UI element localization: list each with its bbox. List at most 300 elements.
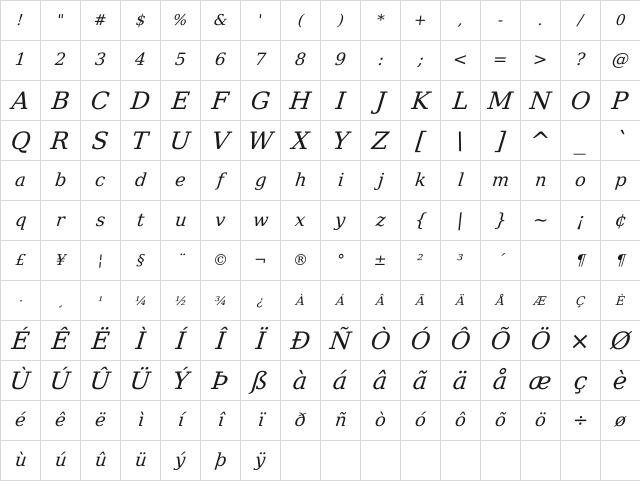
glyph-cell[interactable] (281, 161, 321, 201)
glyph-cell[interactable] (601, 361, 640, 401)
glyph-cell[interactable] (601, 241, 640, 281)
glyph-cell-empty[interactable] (601, 441, 640, 481)
glyph-cell[interactable] (401, 201, 441, 241)
glyph-cell[interactable] (121, 1, 161, 41)
glyph-character: Ñ (328, 326, 353, 355)
glyph-character: ú (53, 449, 68, 471)
glyph-cell[interactable] (361, 41, 401, 81)
glyph-cell[interactable] (521, 121, 561, 161)
glyph-cell[interactable] (561, 241, 601, 281)
glyph-character: m (490, 169, 511, 191)
glyph-cell[interactable] (361, 401, 401, 441)
glyph-character: ì (136, 409, 145, 431)
glyph-cell[interactable] (401, 121, 441, 161)
glyph-cell[interactable] (561, 281, 601, 321)
glyph-cell-empty[interactable] (281, 441, 321, 481)
glyph-character: Ü (128, 366, 153, 395)
glyph-cell[interactable] (401, 281, 441, 321)
glyph-cell[interactable] (601, 281, 640, 321)
glyph-character: Ã (415, 293, 426, 308)
glyph-cell[interactable] (401, 161, 441, 201)
glyph-cell[interactable] (41, 241, 81, 281)
glyph-cell[interactable] (601, 401, 640, 441)
glyph-cell[interactable] (161, 241, 201, 281)
glyph-cell[interactable] (361, 321, 401, 361)
glyph-cell[interactable] (121, 121, 161, 161)
glyph-cell[interactable] (241, 241, 281, 281)
glyph-cell[interactable] (201, 321, 241, 361)
glyph-cell[interactable] (121, 281, 161, 321)
glyph-cell[interactable] (41, 441, 81, 481)
glyph-cell[interactable] (441, 161, 481, 201)
glyph-character: E (170, 86, 191, 115)
glyph-cell[interactable] (361, 161, 401, 201)
glyph-cell[interactable] (481, 121, 521, 161)
glyph-character: : (376, 50, 385, 70)
glyph-character: ¹ (97, 293, 104, 308)
glyph-character: è (611, 366, 630, 395)
glyph-cell[interactable] (281, 201, 321, 241)
glyph-cell[interactable] (161, 441, 201, 481)
glyph-character: ` (613, 126, 628, 155)
glyph-character: P (610, 86, 631, 115)
glyph-cell[interactable] (281, 1, 321, 41)
glyph-cell[interactable] (481, 361, 521, 401)
glyph-cell[interactable] (201, 201, 241, 241)
glyph-cell[interactable] (161, 201, 201, 241)
glyph-character: * (375, 11, 386, 29)
glyph-cell[interactable] (561, 161, 601, 201)
glyph-cell[interactable] (441, 121, 481, 161)
glyph-cell[interactable] (281, 321, 321, 361)
glyph-character: J (374, 86, 387, 115)
glyph-cell[interactable] (161, 81, 201, 121)
glyph-cell[interactable] (401, 361, 441, 401)
glyph-cell[interactable] (601, 321, 640, 361)
glyph-cell[interactable] (321, 201, 361, 241)
glyph-cell[interactable] (441, 41, 481, 81)
glyph-cell[interactable] (481, 81, 521, 121)
glyph-cell[interactable] (1, 1, 41, 41)
glyph-character: # (93, 11, 108, 29)
glyph-character: å (491, 366, 510, 395)
glyph-cell[interactable] (121, 81, 161, 121)
glyph-cell-empty[interactable] (521, 241, 561, 281)
glyph-character: ( (296, 11, 305, 29)
glyph-cell[interactable] (321, 81, 361, 121)
glyph-character: Ö (529, 326, 552, 355)
glyph-cell[interactable] (241, 361, 281, 401)
glyph-character: + (413, 11, 428, 29)
glyph-character: l (456, 169, 465, 191)
glyph-cell[interactable] (281, 41, 321, 81)
glyph-cell[interactable] (521, 281, 561, 321)
glyph-cell[interactable] (121, 161, 161, 201)
glyph-cell[interactable] (281, 81, 321, 121)
glyph-character: æ (527, 366, 554, 395)
glyph-character: ð (294, 409, 308, 431)
glyph-character: [ (414, 126, 427, 155)
glyph-cell[interactable] (81, 81, 121, 121)
glyph-cell[interactable] (401, 241, 441, 281)
glyph-cell[interactable] (161, 401, 201, 441)
glyph-cell[interactable] (201, 361, 241, 401)
glyph-cell[interactable] (201, 401, 241, 441)
glyph-cell-empty[interactable] (401, 441, 441, 481)
glyph-cell[interactable] (601, 41, 640, 81)
glyph-cell[interactable] (241, 401, 281, 441)
glyph-cell[interactable] (121, 321, 161, 361)
glyph-character: , (457, 11, 464, 29)
glyph-cell[interactable] (1, 81, 41, 121)
glyph-cell[interactable] (521, 1, 561, 41)
glyph-cell[interactable] (481, 321, 521, 361)
glyph-character: Z (370, 126, 391, 155)
glyph-cell[interactable] (161, 361, 201, 401)
glyph-cell[interactable] (601, 161, 640, 201)
glyph-cell[interactable] (521, 161, 561, 201)
glyph-character: ' (257, 11, 264, 29)
glyph-character: a (14, 169, 28, 191)
glyph-character: @ (611, 50, 631, 70)
glyph-cell-empty[interactable] (321, 441, 361, 481)
glyph-character: f (216, 169, 225, 191)
glyph-character: ¨ (175, 251, 186, 269)
glyph-cell[interactable] (41, 201, 81, 241)
glyph-cell[interactable] (1, 121, 41, 161)
glyph-character: © (212, 251, 229, 269)
glyph-cell[interactable] (81, 201, 121, 241)
glyph-character: Á (335, 293, 346, 308)
glyph-character: Í (174, 326, 187, 355)
glyph-character: Ð (289, 326, 312, 355)
glyph-character: Â (375, 293, 386, 308)
glyph-cell[interactable] (481, 401, 521, 441)
glyph-cell[interactable] (321, 241, 361, 281)
glyph-cell[interactable] (41, 81, 81, 121)
glyph-character: u (173, 209, 188, 231)
glyph-character: r (55, 209, 66, 231)
glyph-cell[interactable] (321, 41, 361, 81)
glyph-cell[interactable] (41, 321, 81, 361)
glyph-cell[interactable] (521, 201, 561, 241)
glyph-cell[interactable] (1, 161, 41, 201)
glyph-cell[interactable] (121, 41, 161, 81)
glyph-cell[interactable] (81, 241, 121, 281)
glyph-cell[interactable] (81, 401, 121, 441)
glyph-character: e (174, 169, 187, 191)
glyph-character: y (334, 209, 347, 231)
glyph-cell[interactable] (121, 201, 161, 241)
glyph-cell[interactable] (321, 321, 361, 361)
glyph-character: i (336, 169, 345, 191)
glyph-character: ^ (528, 126, 553, 155)
glyph-cell[interactable] (81, 1, 121, 41)
glyph-cell[interactable] (1, 241, 41, 281)
glyph-character: Û (88, 366, 113, 395)
glyph-character: 4 (134, 50, 148, 70)
glyph-cell[interactable] (441, 81, 481, 121)
glyph-cell[interactable] (201, 121, 241, 161)
glyph-cell[interactable] (561, 121, 601, 161)
glyph-character: Ò (369, 326, 392, 355)
glyph-character: } (493, 209, 508, 231)
glyph-character: $ (134, 11, 147, 29)
glyph-cell[interactable] (1, 361, 41, 401)
glyph-cell-empty[interactable] (521, 441, 561, 481)
glyph-character: ï (256, 409, 265, 431)
glyph-character: é (14, 409, 27, 431)
glyph-cell[interactable] (561, 401, 601, 441)
glyph-cell[interactable] (521, 81, 561, 121)
glyph-character: á (331, 366, 350, 395)
glyph-character: S (90, 126, 111, 155)
glyph-character: Õ (489, 326, 512, 355)
glyph-cell[interactable] (441, 241, 481, 281)
glyph-cell[interactable] (201, 241, 241, 281)
glyph-character: õ (494, 409, 508, 431)
glyph-cell[interactable] (401, 1, 441, 41)
glyph-cell[interactable] (81, 361, 121, 401)
glyph-cell-empty[interactable] (441, 441, 481, 481)
glyph-character: Ï (254, 326, 267, 355)
glyph-character: Þ (210, 366, 231, 395)
glyph-character: ? (574, 50, 587, 70)
glyph-character: G (249, 86, 272, 115)
glyph-character: Ì (134, 326, 147, 355)
glyph-cell[interactable] (601, 1, 640, 41)
glyph-cell[interactable] (321, 121, 361, 161)
glyph-cell[interactable] (241, 1, 281, 41)
glyph-character: C (89, 86, 112, 115)
glyph-character: ; (416, 50, 425, 70)
glyph-cell[interactable] (361, 281, 401, 321)
glyph-character: . (537, 11, 544, 29)
glyph-cell[interactable] (201, 41, 241, 81)
glyph-cell[interactable] (481, 241, 521, 281)
glyph-character: ù (13, 449, 28, 471)
glyph-cell[interactable] (561, 1, 601, 41)
glyph-cell[interactable] (241, 201, 281, 241)
glyph-character: Y (331, 126, 350, 155)
glyph-cell[interactable] (1, 441, 41, 481)
glyph-cell[interactable] (401, 321, 441, 361)
glyph-cell[interactable] (81, 121, 121, 161)
glyph-cell[interactable] (161, 121, 201, 161)
glyph-cell[interactable] (41, 161, 81, 201)
glyph-cell[interactable] (41, 281, 81, 321)
glyph-character: Ä (455, 293, 466, 308)
glyph-cell[interactable] (521, 361, 561, 401)
glyph-cell[interactable] (281, 281, 321, 321)
glyph-character: ® (292, 251, 309, 269)
glyph-cell[interactable] (321, 281, 361, 321)
glyph-cell[interactable] (321, 361, 361, 401)
glyph-character: ¼ (133, 293, 148, 308)
glyph-cell[interactable] (201, 81, 241, 121)
glyph-cell[interactable] (321, 401, 361, 441)
glyph-character: { (413, 209, 428, 231)
glyph-cell[interactable] (601, 121, 640, 161)
glyph-cell[interactable] (201, 161, 241, 201)
glyph-cell[interactable] (441, 321, 481, 361)
glyph-cell[interactable] (281, 121, 321, 161)
glyph-cell[interactable] (361, 241, 401, 281)
glyph-cell[interactable] (241, 81, 281, 121)
glyph-cell[interactable] (281, 361, 321, 401)
glyph-character: < (452, 50, 469, 70)
glyph-character: £ (14, 251, 27, 269)
glyph-cell[interactable] (161, 321, 201, 361)
glyph-cell[interactable] (41, 401, 81, 441)
glyph-cell[interactable] (521, 321, 561, 361)
glyph-character: n (533, 169, 548, 191)
glyph-cell[interactable] (1, 401, 41, 441)
glyph-character: V (210, 126, 231, 155)
glyph-cell[interactable] (241, 281, 281, 321)
glyph-character: k (413, 169, 428, 191)
glyph-character: ) (336, 11, 345, 29)
glyph-cell[interactable] (321, 161, 361, 201)
glyph-cell[interactable] (41, 121, 81, 161)
glyph-cell[interactable] (161, 1, 201, 41)
glyph-cell[interactable] (41, 361, 81, 401)
glyph-cell-empty[interactable] (481, 441, 521, 481)
glyph-cell[interactable] (201, 1, 241, 41)
glyph-cell[interactable] (401, 81, 441, 121)
glyph-cell[interactable] (561, 361, 601, 401)
glyph-cell[interactable] (121, 441, 161, 481)
glyph-cell[interactable] (401, 401, 441, 441)
glyph-character: ! (16, 11, 25, 29)
glyph-character: " (56, 11, 65, 29)
glyph-cell[interactable] (81, 161, 121, 201)
glyph-character: I (334, 86, 347, 115)
glyph-cell[interactable] (441, 401, 481, 441)
glyph-cell-empty[interactable] (561, 441, 601, 481)
glyph-character: d (133, 169, 148, 191)
glyph-character: c (94, 169, 107, 191)
glyph-character: t (135, 209, 146, 231)
glyph-cell[interactable] (361, 121, 401, 161)
glyph-cell[interactable] (241, 321, 281, 361)
glyph-cell[interactable] (361, 1, 401, 41)
glyph-cell[interactable] (281, 241, 321, 281)
glyph-character: U (168, 126, 193, 155)
glyph-cell[interactable] (41, 1, 81, 41)
glyph-cell[interactable] (561, 321, 601, 361)
glyph-cell[interactable] (241, 441, 281, 481)
glyph-cell[interactable] (1, 281, 41, 321)
glyph-character: 5 (174, 50, 188, 70)
glyph-cell[interactable] (601, 201, 640, 241)
glyph-cell[interactable] (121, 241, 161, 281)
glyph-character: à (291, 366, 310, 395)
glyph-cell[interactable] (1, 321, 41, 361)
glyph-character: _ (573, 126, 588, 155)
glyph-character: ¶ (614, 251, 627, 269)
glyph-character: Ç (575, 293, 586, 308)
glyph-cell[interactable] (521, 401, 561, 441)
glyph-cell[interactable] (81, 281, 121, 321)
glyph-cell[interactable] (121, 361, 161, 401)
glyph-cell[interactable] (481, 1, 521, 41)
glyph-character: Å (495, 293, 506, 308)
glyph-cell[interactable] (481, 41, 521, 81)
glyph-character: ¸ (56, 293, 65, 308)
glyph-character: / (577, 11, 585, 29)
glyph-character: b (53, 169, 68, 191)
glyph-character: > (532, 50, 549, 70)
glyph-cell[interactable] (441, 1, 481, 41)
glyph-cell[interactable] (201, 281, 241, 321)
glyph-character: h (293, 169, 308, 191)
glyph-cell[interactable] (401, 41, 441, 81)
glyph-character: p (613, 169, 628, 191)
glyph-cell[interactable] (121, 401, 161, 441)
glyph-cell[interactable] (481, 161, 521, 201)
glyph-cell[interactable] (321, 1, 361, 41)
glyph-character: 6 (214, 50, 228, 70)
glyph-character: Î (214, 326, 227, 355)
glyph-cell[interactable] (441, 361, 481, 401)
glyph-cell[interactable] (281, 401, 321, 441)
glyph-character: ~ (531, 209, 550, 231)
glyph-cell[interactable] (561, 201, 601, 241)
glyph-cell[interactable] (161, 41, 201, 81)
glyph-cell[interactable] (241, 41, 281, 81)
glyph-cell[interactable] (201, 441, 241, 481)
glyph-cell[interactable] (601, 81, 640, 121)
glyph-character: Ø (609, 326, 632, 355)
glyph-cell[interactable] (161, 161, 201, 201)
glyph-cell[interactable] (561, 81, 601, 121)
glyph-cell-empty[interactable] (361, 441, 401, 481)
glyph-character: ¿ (256, 293, 265, 308)
glyph-cell[interactable] (161, 281, 201, 321)
glyph-cell[interactable] (1, 41, 41, 81)
glyph-cell[interactable] (241, 161, 281, 201)
glyph-character: É (10, 326, 31, 355)
glyph-cell[interactable] (81, 441, 121, 481)
glyph-character: 9 (334, 50, 348, 70)
glyph-cell[interactable] (361, 361, 401, 401)
glyph-cell[interactable] (41, 41, 81, 81)
glyph-character: x (294, 209, 307, 231)
glyph-cell[interactable] (81, 321, 121, 361)
glyph-character: ò (374, 409, 388, 431)
glyph-character: Ë (90, 326, 111, 355)
glyph-character: í (176, 409, 185, 431)
glyph-cell[interactable] (441, 281, 481, 321)
glyph-character: Ê (50, 326, 71, 355)
glyph-cell[interactable] (481, 281, 521, 321)
glyph-character: ] (494, 126, 507, 155)
glyph-cell[interactable] (481, 201, 521, 241)
glyph-cell[interactable] (81, 41, 121, 81)
glyph-character: z (374, 209, 387, 231)
glyph-cell[interactable] (441, 201, 481, 241)
glyph-cell[interactable] (521, 41, 561, 81)
glyph-character: þ (213, 449, 228, 471)
glyph-character: X (290, 126, 311, 155)
glyph-cell[interactable] (361, 201, 401, 241)
glyph-character: û (93, 449, 108, 471)
glyph-cell[interactable] (241, 121, 281, 161)
glyph-cell[interactable] (561, 41, 601, 81)
glyph-cell[interactable] (361, 81, 401, 121)
glyph-cell[interactable] (1, 201, 41, 241)
